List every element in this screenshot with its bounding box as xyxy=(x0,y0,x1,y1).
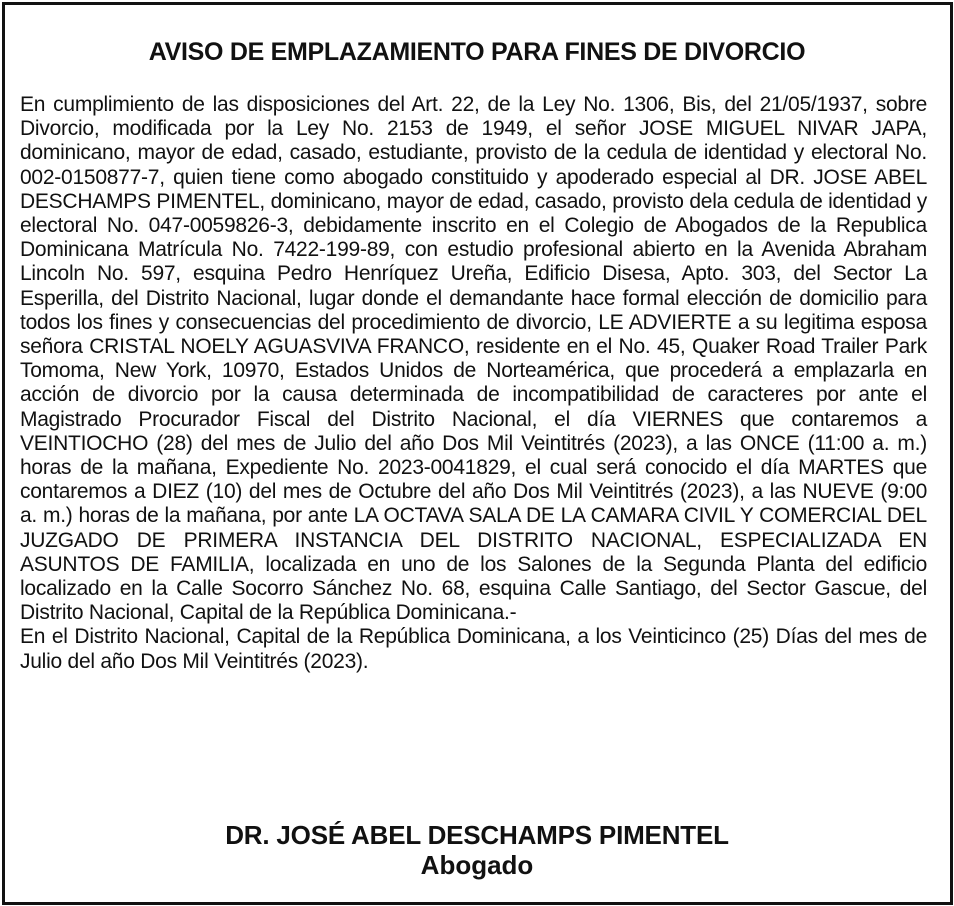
notice-title: AVISO DE EMPLAZAMIENTO PARA FINES DE DIVORCIO xyxy=(148,38,806,66)
signatory-role: Abogado xyxy=(420,850,534,880)
signatory-name: DR. JOSÉ ABEL DESCHAMPS PIMENTEL xyxy=(225,820,729,850)
notice-paragraph-date: En el Distrito Nacional, Capital de la República Dominicana, a los Veinticinco (25) Días del mes de Julio del año Dos Mil Veintitrés (2023). xyxy=(20,625,927,673)
notice-body xyxy=(20,93,927,674)
notice-paragraph-main: En cumplimiento de las disposiciones del Art. 22, de la Ley No. 1306, Bis, del 21/05/1937, sobre Divorcio, modificada por la Ley No. 2153 de 1949, el señor JOSE MIGUEL NIVAR JAPA, dominicano, mayor de edad, casado, estudiante, provisto de la cedula de identidad y electoral No. 002-0150877-7, quien tiene como abogado constituido y apoderado especial al DR. JOSE ABEL DESCHAMPS PIMENTEL, dominicano, mayor de edad, casado, provisto dela cedula de identidad y electoral No. 047-0059826-3, debidamente inscrito en el Colegio de Abogados de la Republica Dominicana Matrícula No. 7422-199-89, con estudio profesional abierto en la Avenida Abraham Lincoln No. 597, esquina Pedro Henríquez Ureña, Edificio Disesa, Apto. 303, del Sector La Esperilla, del Distrito Nacional, lugar donde el demandante hace formal elección de domicilio para todos los fines y consecuencias del procedimiento de divorcio, LE ADVIERTE a su legitima esposa señora CRISTAL NOELY AGUASVIVA FRANCO, residente en el No. 45, Quaker Road Trailer Park Tomoma, New York, 10970, Estados Unidos de Norteamérica, que procederá a emplazarla en acción de divorcio por la causa determinada de incompatibilidad de caracteres por ante el Magistrado Procurador Fiscal del Distrito Nacional, el día VIERNES que contaremos a VEINTIOCHO (28) del mes de Julio del año Dos Mil Veintitrés (2023), a las ONCE (11:00 a. m.) horas de la mañana, Expediente No. 2023-0041829, el cual será conocido el día MARTES que contaremos a DIEZ (10) del mes de Octubre del año Dos Mil Veintitrés (2023), a las NUEVE (9:00 a. m.) horas de la mañana, por ante LA OCTAVA SALA DE LA CAMARA CIVIL Y COMERCIAL DEL JUZGADO DE PRIMERA INSTANCIA DEL DISTRITO NACIONAL, ESPECIALIZADA EN ASUNTOS DE FAMILIA, localizada en uno de los Salones de la Segunda Planta del edificio localizado en la Calle Socorro Sánchez No. 68, esquina Calle Santiago, del Sector Gascue, del Distrito Nacional, Capital de la República Dominicana.- xyxy=(20,93,927,625)
